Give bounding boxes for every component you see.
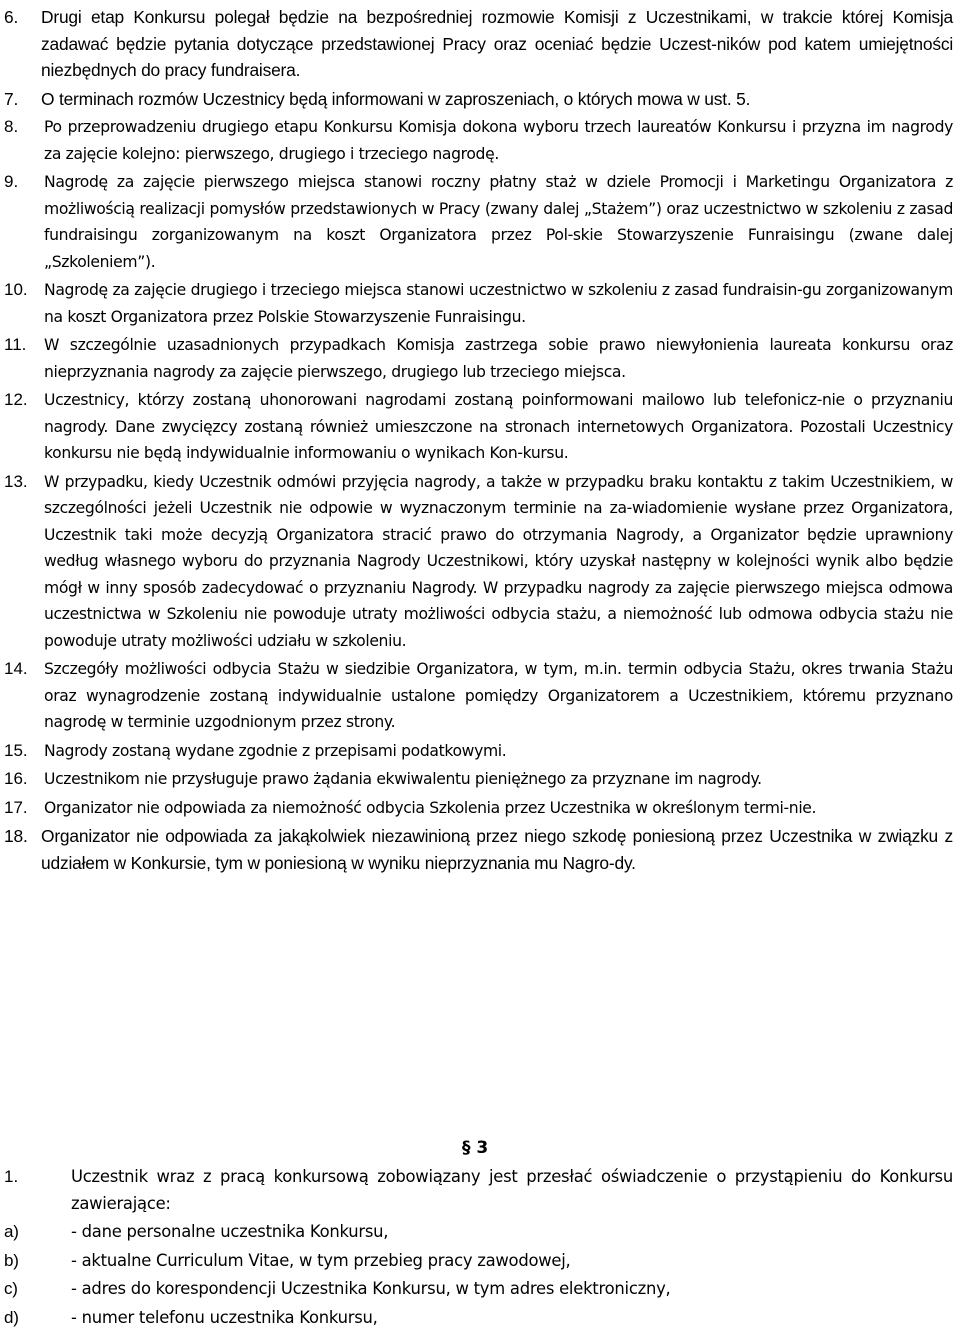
- item-text: Uczestnik wraz z pracą konkursową zobowiązany jest przesłać oświadczenie o przystąpieniu do Konkursu zawierające:: [70, 1164, 953, 1217]
- item-text: O terminach rozmów Uczestnicy będą informowani w zaproszeniach, o których mowa w ust. 5.: [41, 86, 953, 113]
- item-number: 6.: [4, 4, 41, 31]
- item-text: Uczestnikom nie przysługuje prawo żądania ekwiwalentu pieniężnego za przyznane im nagrody.: [43, 766, 953, 793]
- list-item: [4, 795, 953, 822]
- list-item: [4, 332, 953, 385]
- item-number: 11.: [4, 332, 43, 359]
- item-number: 1.: [4, 1164, 70, 1191]
- item-number: 13.: [4, 469, 43, 496]
- item-text: Drugi etap Konkursu polegał będzie na bezpośredniej rozmowie Komisji z Uczestnikami, w trakcie której Komisja zadawać będzie pytania dotyczące przedstawionej Pracy oraz oceniać będzie Uczest-ników pod katem umiejętności niezbędnych do pracy fundraisera.: [41, 4, 953, 84]
- item-letter: d): [4, 1305, 70, 1331]
- item-text: - adres do korespondencji Uczestnika Konkursu, w tym adres elektroniczny,: [70, 1276, 953, 1303]
- list-item: [4, 1164, 953, 1217]
- item-text: W szczególnie uzasadnionych przypadkach Komisja zastrzega sobie prawo niewyłonienia laureata konkursu oraz nieprzyznania nagrody za zajęcie pierwszego, drugiego lub trzeciego miejsca.: [43, 332, 953, 385]
- item-text: - dane personalne uczestnika Konkursu,: [70, 1219, 953, 1246]
- item-number: 14.: [4, 656, 43, 683]
- item-number: 8.: [4, 114, 43, 141]
- item-text: Po przeprowadzeniu drugiego etapu Konkursu Komisja dokona wyboru trzech laureatów Konkursu i przyzna im nagrody za zajęcie kolejno: pierwszego, drugiego i trzeciego nagrodę.: [43, 114, 953, 167]
- list-item: [4, 277, 953, 330]
- item-text: Nagrodę za zajęcie drugiego i trzeciego miejsca stanowi uczestnictwo w szkoleniu z zasad fundraisin-gu zorganizowanym na koszt Organizatora przez Polskie Stowarzyszenie Funraisingu.: [43, 277, 953, 330]
- list-item: [4, 656, 953, 736]
- item-letter: a): [4, 1219, 70, 1246]
- item-text: - numer telefonu uczestnika Konkursu,: [70, 1305, 953, 1331]
- item-text: W przypadku, kiedy Uczestnik odmówi przyjęcia nagrody, a także w przypadku braku kontaktu z takim Uczestnikiem, w szczególności jeżeli Uczestnik nie odpowie w wyznaczonym terminie na za-wiadomienie wysłane przez Organizatora, Uczestnik taki może decyzją Organizatora stracić prawo do otrzymania Nagrody, a Organizator będzie uprawniony według własnego wyboru do przyznania Nagrody Uczestnikowi, który uzyskał następny w kolejności wynik albo będzie mógł w inny sposób zadecydować o przyznaniu Nagrody. W przypadku nagrody za zajęcie pierwszego miejsca odmowa uczestnictwa w Szkoleniu nie powoduje utraty możliwości odbycia stażu, a niemożność lub odmowa odbycia stażu nie powoduje utraty możliwości udziału w szkoleniu.: [43, 469, 953, 655]
- item-number: 16.: [4, 766, 43, 793]
- item-letter: c): [4, 1276, 70, 1303]
- item-text: Organizator nie odpowiada za jakąkolwiek niezawinioną przez niego szkodę poniesioną przez Uczestnika w związku z udziałem w Konkursie, tym w poniesioną w wyniku nieprzyznania mu Nagro-dy.: [41, 823, 953, 876]
- item-text: Nagrodę za zajęcie pierwszego miejsca stanowi roczny płatny staż w dziele Promocji i Marketingu Organizatora z możliwością realizacji pomysłów przedstawionych w Pracy (zwany dalej „Stażem”) oraz uczestnictwo w szkoleniu z zasad fundraisingu zorganizowanym na koszt Organizatora przez Pol-skie Stowarzyszenie Funraisingu (zwane dalej „Szkoleniem”).: [43, 169, 953, 275]
- item-text: Uczestnicy, którzy zostaną uhonorowani nagrodami zostaną poinformowani mailowo lub telefonicz-nie o przyznaniu nagrody. Dane zwycięzcy zostaną również umieszczone na stronach internetowych Organizatora. Pozostali Uczestnicy konkursu nie będą indywidualnie informowaniu o wynikach Kon-kursu.: [43, 387, 953, 467]
- item-text: - aktualne Curriculum Vitae, w tym przebieg pracy zawodowej,: [70, 1248, 953, 1275]
- item-number: 15.: [4, 738, 43, 765]
- list-item: [4, 469, 953, 655]
- item-letter: b): [4, 1248, 70, 1275]
- list-item: [4, 387, 953, 467]
- list-item: [4, 114, 953, 167]
- list-item: [4, 1219, 953, 1246]
- item-number: 18.: [4, 823, 41, 850]
- list-item: [4, 738, 953, 765]
- item-number: 17.: [4, 795, 43, 822]
- section-3-heading: § 3: [462, 1137, 488, 1159]
- list-item: [4, 1276, 953, 1303]
- list-item: [4, 86, 953, 113]
- section-3-list: [4, 1164, 953, 1331]
- list-item: [4, 766, 953, 793]
- list-item: [4, 1305, 953, 1331]
- item-text: Szczegóły możliwości odbycia Stażu w siedzibie Organizatora, w tym, m.in. termin odbycia Stażu, okres trwania Stażu oraz wynagrodzenie zostaną indywidualnie ustalone pomiędzy Organizatorem a Uczestnikiem, któremu przyznano nagrodę w terminie uzgodnionym przez strony.: [43, 656, 953, 736]
- list-item: [4, 169, 953, 275]
- item-text: Nagrody zostaną wydane zgodnie z przepisami podatkowymi.: [43, 738, 953, 765]
- item-number: 10.: [4, 277, 43, 304]
- item-number: 12.: [4, 387, 43, 414]
- item-number: 7.: [4, 86, 41, 113]
- section-2-list: [4, 4, 953, 876]
- list-item: [4, 1248, 953, 1275]
- item-text: Organizator nie odpowiada za niemożność odbycia Szkolenia przez Uczestnika w określonym termi-nie.: [43, 795, 953, 822]
- list-item: [4, 823, 953, 876]
- item-number: 9.: [4, 169, 43, 196]
- list-item: [4, 4, 953, 84]
